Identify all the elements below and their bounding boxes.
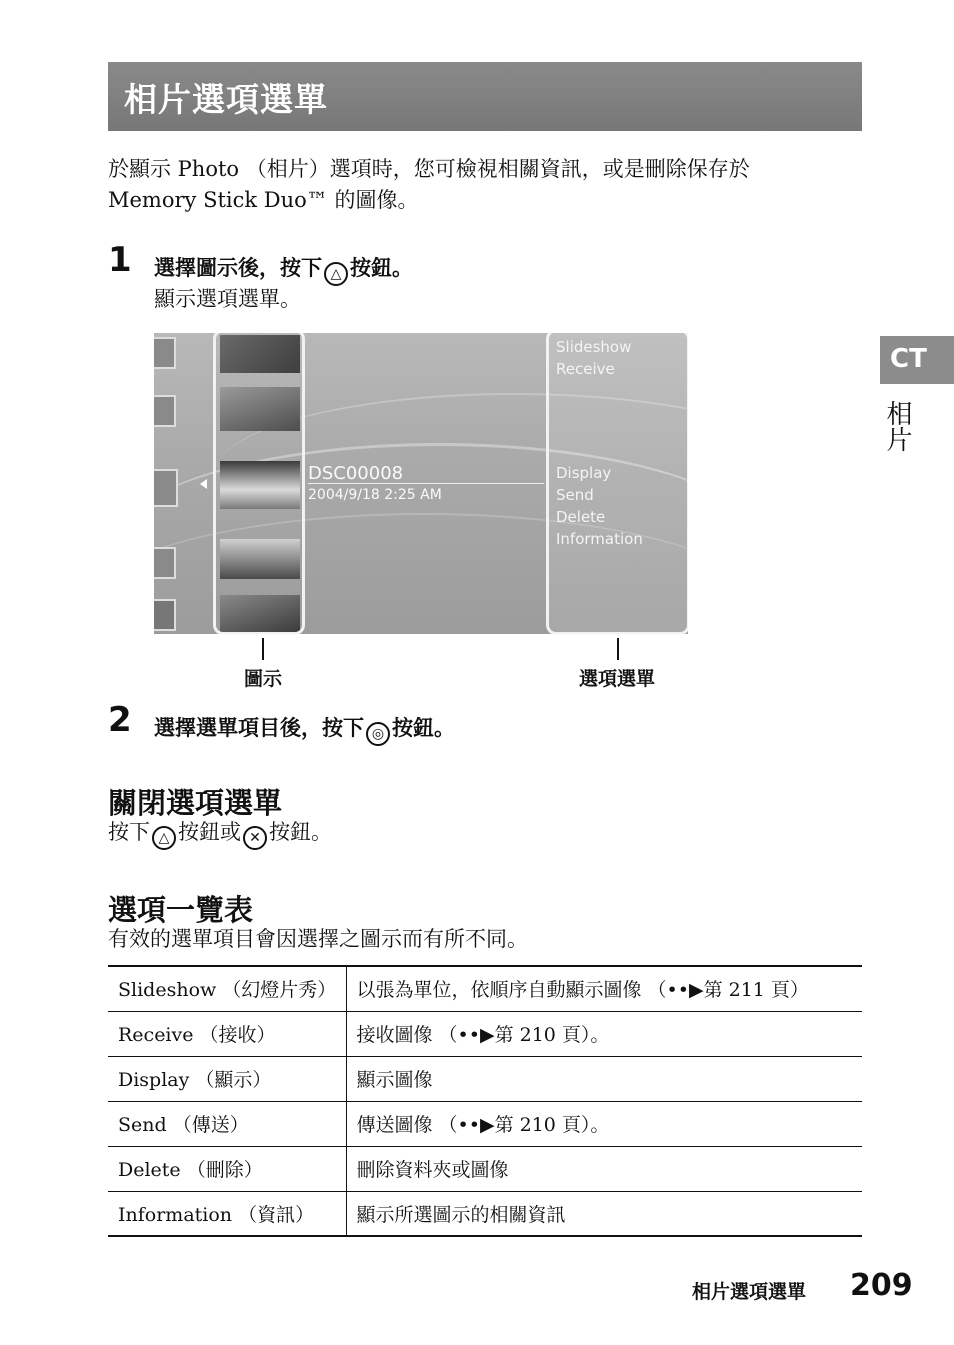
intro-paragraph <box>108 154 848 216</box>
menu-item-send[interactable]: Send <box>556 486 594 504</box>
triangle-button-icon: △ <box>152 826 176 850</box>
icon-column-highlight <box>213 333 305 634</box>
option-name: Receive （接收） <box>108 1011 346 1056</box>
option-name: Slideshow （幻燈片秀） <box>108 966 346 1011</box>
step-2-text-after: 按鈕。 <box>392 716 455 740</box>
table-row <box>108 966 862 1011</box>
options-menu-highlight <box>546 333 688 634</box>
option-description: 刪除資料夾或圖像 <box>346 1146 862 1191</box>
file-name: DSC00008 <box>308 463 404 484</box>
menu-item-display[interactable]: Display <box>556 464 612 482</box>
category-icon <box>154 599 176 631</box>
language-tab <box>880 336 954 384</box>
circle-button-icon: ◎ <box>366 722 390 746</box>
close-text-a: 按下 <box>108 820 150 844</box>
close-text-c: 按鈕。 <box>269 820 332 844</box>
cross-button-icon: ✕ <box>243 826 267 850</box>
table-row <box>108 1056 862 1101</box>
option-description: 傳送圖像 （••▶第 210 頁）。 <box>346 1101 862 1146</box>
options-table <box>108 965 862 1237</box>
category-icon <box>154 547 176 579</box>
options-list-heading: 選項一覽表 <box>108 893 254 927</box>
language-code: CT <box>890 344 927 374</box>
option-name: Send （傳送） <box>108 1101 346 1146</box>
menu-item-slideshow[interactable]: Slideshow <box>556 338 632 356</box>
callout-icons-label: 圖示 <box>244 668 283 690</box>
table-row <box>108 1101 862 1146</box>
callout-line-icons <box>262 638 264 660</box>
option-name: Display （顯示） <box>108 1056 346 1101</box>
category-icon <box>154 337 176 369</box>
menu-item-information[interactable]: Information <box>556 530 643 548</box>
close-text-b: 按鈕或 <box>178 820 241 844</box>
step-1-result: 顯示選項選單。 <box>154 287 301 311</box>
intro-line-1: 於顯示 Photo （相片）選項時，您可檢視相關資訊，或是刪除保存於 <box>108 157 750 181</box>
psp-screenshot <box>154 333 688 634</box>
table-row <box>108 1191 862 1236</box>
close-menu-heading: 關閉選項選單 <box>108 786 283 820</box>
option-description: 顯示所選圖示的相關資訊 <box>346 1191 862 1236</box>
menu-item-receive[interactable]: Receive <box>556 360 615 378</box>
intro-line-2: Memory Stick Duo™ 的圖像。 <box>108 188 419 212</box>
callout-menu-label: 選項選單 <box>579 668 656 690</box>
category-icon <box>154 469 178 507</box>
option-description: 接收圖像 （••▶第 210 頁）。 <box>346 1011 862 1056</box>
option-name: Delete （刪除） <box>108 1146 346 1191</box>
table-row <box>108 1011 862 1056</box>
step-1-number: 1 <box>108 240 132 280</box>
category-icon <box>154 395 176 427</box>
step-1-instruction <box>154 252 413 286</box>
footer-section-label: 相片選項選單 <box>692 1281 807 1303</box>
section-label-vertical: 相片 <box>882 400 912 452</box>
menu-item-delete[interactable]: Delete <box>556 508 606 526</box>
title-bar <box>108 62 862 131</box>
options-list-description: 有效的選單項目會因選擇之圖示而有所不同。 <box>108 927 528 951</box>
page-number: 209 <box>850 1268 913 1303</box>
file-date: 2004/9/18 2:25 AM <box>308 487 442 503</box>
table-row <box>108 1146 862 1191</box>
step-2-number: 2 <box>108 700 132 740</box>
option-name: Information （資訊） <box>108 1191 346 1236</box>
option-description: 顯示圖像 <box>346 1056 862 1101</box>
option-description: 以張為單位，依順序自動顯示圖像 （••▶第 211 頁） <box>346 966 862 1011</box>
close-menu-text <box>108 817 332 850</box>
step-1-text-after: 按鈕。 <box>350 256 413 280</box>
callout-line-menu <box>617 638 619 660</box>
triangle-button-icon: △ <box>324 262 348 286</box>
step-1-text-before: 選擇圖示後，按下 <box>154 256 322 280</box>
left-arrow-icon <box>200 479 207 489</box>
step-2-text-before: 選擇選單項目後，按下 <box>154 716 364 740</box>
page-title: 相片選項選單 <box>124 80 328 119</box>
step-2-instruction <box>154 712 455 746</box>
